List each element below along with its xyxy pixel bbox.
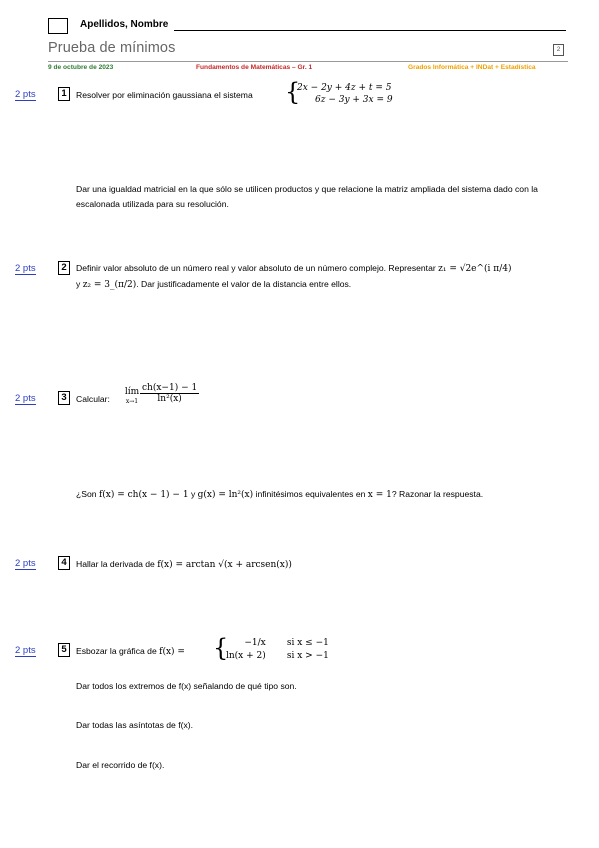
q3-followup-b: infinitésimos equivalentes en xyxy=(255,489,366,499)
q4-number: 4 xyxy=(58,556,70,570)
q3-lim-sub: x→1 xyxy=(125,398,139,405)
q3-point-expr: x = 1 xyxy=(367,490,392,500)
q3-followup-a: ¿Son xyxy=(76,489,97,499)
q5-piece1-cond: si x ≤ −1 xyxy=(286,638,329,648)
q5-sub1: Dar todos los extremos de f(x) señalando de qué tipo son. xyxy=(76,681,297,691)
q2-z2: z₂ = 3_(π/2) xyxy=(82,280,137,290)
name-label: Apellidos, Nombre xyxy=(80,19,169,30)
q3-denominator: ln²(x) xyxy=(157,394,182,404)
q3-g-expr: g(x) = ln²(x) xyxy=(197,490,254,500)
q4-statement: Hallar la derivada de xyxy=(76,559,155,569)
q3-followup-y: y xyxy=(190,489,196,499)
q5-piece2-cond: si x > −1 xyxy=(286,651,329,661)
q2-statement-a: Definir valor absoluto de un número real y valor absoluto de un número complejo. Representar xyxy=(76,263,436,273)
q2-text xyxy=(76,261,571,293)
degrees: Grados Informática + INDat + Estadística xyxy=(408,64,536,71)
q4-expr: f(x) = arctan √(x + arcsen(x)) xyxy=(157,560,292,570)
name-checkbox[interactable] xyxy=(48,18,68,34)
q3-statement: Calcular: xyxy=(76,394,110,404)
q1-points[interactable]: 2 pts xyxy=(15,89,36,100)
q5-sub2: Dar todas las asíntotas de f(x). xyxy=(76,720,194,730)
q5-piece1-expr: −1/x xyxy=(244,638,266,648)
q5-f-label: f(x) = xyxy=(159,647,185,657)
q1-equation-1: 2x − 2y + 4z + t = 5 xyxy=(297,83,392,93)
q5-statement: Esbozar la gráfica de xyxy=(76,646,157,656)
q2-statement-b: y xyxy=(76,279,81,289)
q3-f-expr: f(x) = ch(x − 1) − 1 xyxy=(98,490,189,500)
q5-piecewise xyxy=(226,637,329,663)
q3-followup xyxy=(76,487,483,503)
q1-number: 1 xyxy=(58,87,70,101)
q5-text xyxy=(76,644,185,660)
q5-sub3: Dar el recorrido de f(x). xyxy=(76,760,165,770)
q1-system xyxy=(297,82,393,106)
q2-statement-c: . Dar justificadamente el valor de la distancia entre ellos. xyxy=(136,279,352,289)
header-divider xyxy=(48,61,568,62)
q2-z1: z₁ = √2e^(i π/4) xyxy=(438,264,512,274)
q3-number: 3 xyxy=(58,391,70,405)
page-number: 2 xyxy=(553,44,564,56)
q3-lim: lím xyxy=(124,387,140,397)
course-name: Fundamentos de Matemáticas – Gr. 1 xyxy=(196,64,313,71)
q1-equation-2: 6z − 3y + 3x = 9 xyxy=(315,95,393,105)
q5-piece2-expr: ln(x + 2) xyxy=(226,651,266,661)
page-title: Prueba de mínimos xyxy=(48,40,176,56)
q5-points[interactable]: 2 pts xyxy=(15,645,36,656)
exam-date: 9 de octubre de 2023 xyxy=(48,64,114,71)
q3-points[interactable]: 2 pts xyxy=(15,393,36,404)
q1-text xyxy=(76,88,253,103)
q4-points[interactable]: 2 pts xyxy=(15,558,36,569)
q5-piecewise-brace: { xyxy=(213,634,229,662)
name-line[interactable] xyxy=(174,30,566,31)
q1-system-brace: { xyxy=(285,78,301,106)
q1-statement: Resolver por eliminación gaussiana el sistema xyxy=(76,90,253,100)
q2-number: 2 xyxy=(58,261,70,275)
q2-points[interactable]: 2 pts xyxy=(15,263,36,274)
q3-numerator: ch(x−1) − 1 xyxy=(142,383,198,393)
q1-followup: Dar una igualdad matricial en la que sólo se utilicen productos y que relacione la matriz ampliada del sistema dado con la escalonada utilizada para su resolución. xyxy=(76,184,538,209)
q5-number: 5 xyxy=(58,643,70,657)
q3-fraction xyxy=(140,383,199,404)
q3-followup-c: ? Razonar la respuesta. xyxy=(391,489,484,499)
q4-text xyxy=(76,557,292,573)
